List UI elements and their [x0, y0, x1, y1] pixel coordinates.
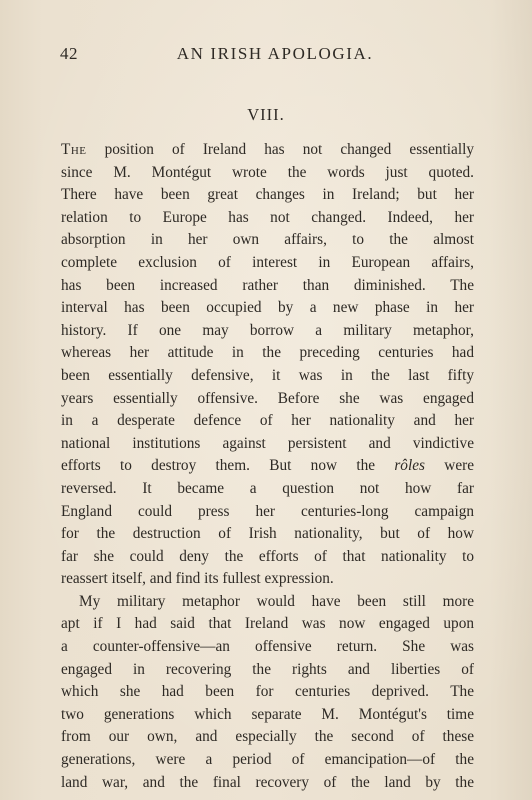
text-line: efforts to destroy them. But now the rôles were: [61, 457, 475, 475]
text-line: far she could deny the efforts of that nationality to: [61, 547, 474, 565]
text-line: since M. Montégut wrote the words just quoted.: [61, 163, 474, 181]
body-text: [61, 139, 474, 794]
running-head: [60, 44, 476, 70]
text-line: apt if I had said that Ireland was now engaged upon: [61, 615, 474, 633]
text-line: been essentially defensive, it was in the last fifty: [61, 366, 474, 384]
text-line: has been increased rather than diminished. The: [61, 276, 474, 294]
text-line: My military metaphor would have been still more: [79, 592, 474, 610]
text-line: from our own, and especially the second of these: [61, 728, 474, 746]
text-line: complete exclusion of interest in European affairs,: [61, 253, 474, 271]
section-heading: VIII.: [247, 105, 285, 124]
text-line: national institutions against persistent and vindictive: [61, 434, 474, 452]
text-line: a counter-offensive—an offensive return. She was: [61, 638, 474, 656]
text-line: relation to Europe has not changed. Indeed, her: [61, 208, 474, 226]
text-line: generations, were a period of emancipation—of the: [61, 751, 474, 769]
italic-word: rôles: [394, 457, 425, 475]
text-line: engaged in recovering the rights and liberties of: [61, 660, 474, 678]
page-number: 42: [60, 44, 78, 63]
text-line: land war, and the final recovery of the land by the: [61, 773, 474, 791]
text-line: two generations which separate M. Montégut's time: [61, 705, 474, 723]
text-line: The position of Ireland has not changed essentially: [61, 141, 474, 158]
text-line: years essentially offensive. Before she was engaged: [61, 389, 474, 407]
text-line: England could press her centuries-long campaign: [61, 502, 474, 520]
text-line: which she had been for centuries deprived. The: [61, 683, 474, 701]
text-line: reversed. It became a question not how far: [61, 479, 474, 497]
text-line: absorption in her own affairs, to the almost: [61, 231, 474, 249]
text-line: history. If one may borrow a military metaphor,: [61, 321, 474, 339]
text-line: in a desperate defence of her nationality and her: [61, 412, 474, 430]
text-line: whereas her attitude in the preceding centuries had: [61, 344, 474, 362]
opening-word: The: [61, 141, 87, 158]
text-line: There have been great changes in Ireland; but her: [61, 186, 474, 204]
text-line: for the destruction of Irish nationality, but of how: [61, 525, 474, 543]
text-line: reassert itself, and find its fullest expression.: [61, 570, 334, 588]
running-title: AN IRISH APOLOGIA.: [176, 44, 374, 63]
text-line: interval has been occupied by a new phase in her: [61, 299, 474, 317]
